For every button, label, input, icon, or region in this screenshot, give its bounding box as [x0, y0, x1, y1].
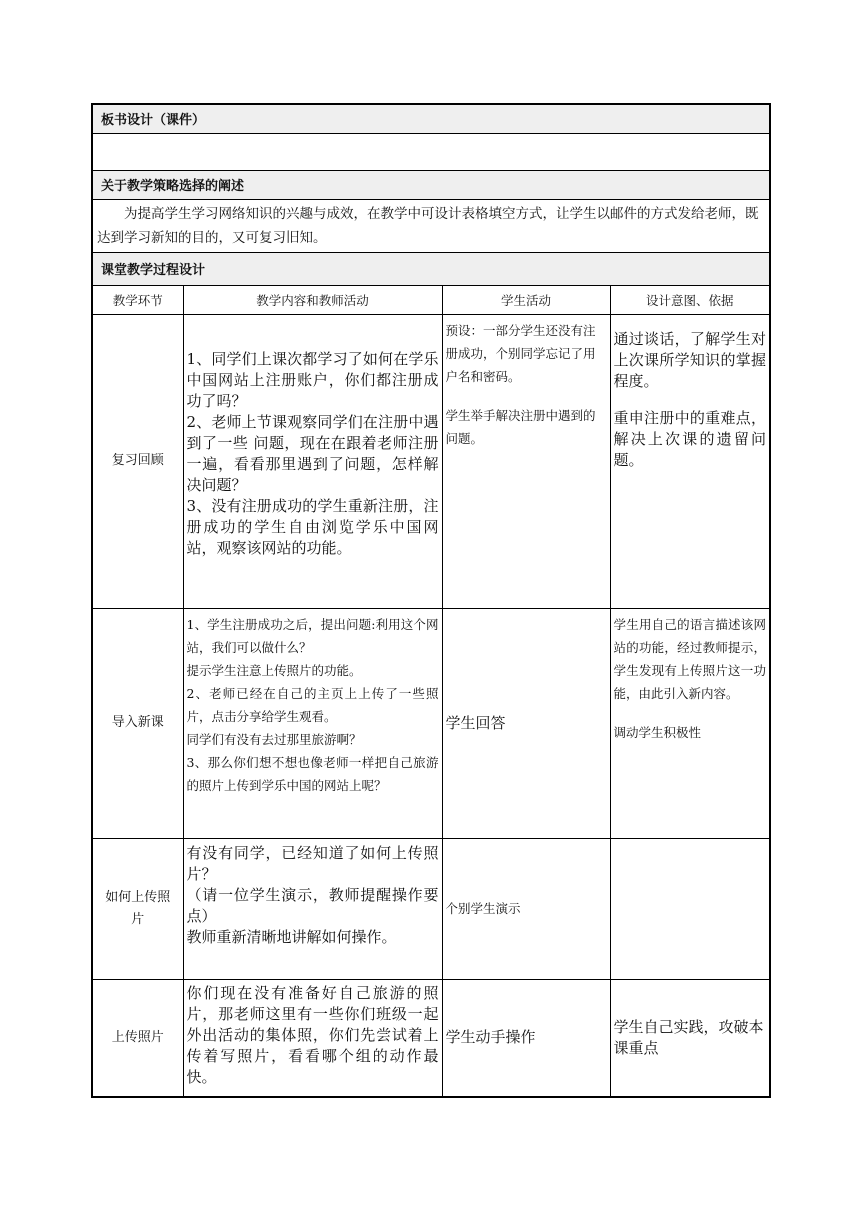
intent-cell — [610, 608, 770, 838]
lesson-plan-table — [91, 103, 771, 1098]
board-design-content — [92, 133, 770, 170]
table-row — [92, 314, 770, 608]
stage-cell: 上传照片 — [92, 979, 183, 1097]
content-line: 2、老师上节课观察同学们在注册中遇到了一些 问题，现在在跟着老师注册一遍，看看那里遇到了问题，怎样解决问题？ — [186, 412, 439, 494]
column-header-student: 学生活动 — [442, 285, 610, 314]
table-row — [92, 608, 770, 838]
student-activity-cell: 学生回答 — [442, 608, 610, 838]
intent-cell — [610, 314, 770, 608]
content-line: 3、没有注册成功的学生重新注册，注册成功的学生自由浏览学乐中国网站，观察该网站的功能。 — [186, 496, 439, 557]
content-cell — [183, 608, 442, 838]
process-header-row — [92, 252, 770, 285]
stage-cell: 如何上传照片 — [92, 838, 183, 979]
strategy-heading: 关于教学策略选择的阐述 — [92, 170, 770, 199]
content-cell — [183, 838, 442, 979]
column-header-row — [92, 285, 770, 314]
content-line: 1、同学们上课次都学习了如何在学乐中国网站上注册账户，你们都注册成功了吗？ — [186, 349, 439, 410]
board-design-blank-row — [92, 133, 770, 170]
process-heading: 课堂教学过程设计 — [92, 252, 770, 285]
content-line: 2、老师已经在自己的主页上上传了一些照片，点击分享给学生观看。 — [186, 685, 439, 724]
strategy-header-row — [92, 170, 770, 199]
column-header-content: 教学内容和教师活动 — [183, 285, 442, 314]
content-cell: 你们现在没有准备好自己旅游的照片，那老师这里有一些你们班级一起外出活动的集体照，你们先尝试着上传着写照片，看看哪个组的动作最快。 — [183, 979, 442, 1097]
column-header-intent: 设计意图、依据 — [610, 285, 770, 314]
content-cell — [183, 314, 442, 608]
content-line: （请一位学生演示，教师提醒操作要点） — [186, 885, 439, 925]
content-line: 教师重新清晰地讲解如何操作。 — [186, 927, 397, 946]
column-header-stage: 教学环节 — [92, 285, 183, 314]
content-line: 1、学生注册成功之后，提出问题:利用这个网站，我们可以做什么？ — [186, 616, 439, 655]
board-design-header-row — [92, 104, 770, 133]
content-line: 提示学生注意上传照片的功能。 — [186, 662, 362, 678]
student-line: 学生举手解决注册中遇到的问题。 — [445, 407, 596, 446]
strategy-paragraph: 为提高学生学习网络知识的兴趣与成效，在教学中可设计表格填空方式，让学生以邮件的方式发给老师，既达到学习新知的目的，又可复习旧知。 — [92, 199, 770, 252]
intent-line: 学生用自己的语言描述该网站的功能，经过教师提示，学生发现有上传照片这一功能，由此引入新内容。 — [613, 616, 767, 701]
intent-cell: 学生自己实践，攻破本课重点 — [610, 979, 770, 1097]
student-line: 预设：一部分学生还没有注册成功，个别同学忘记了用户名和密码。 — [445, 322, 596, 384]
student-activity-cell: 学生动手操作 — [442, 979, 610, 1097]
strategy-text-row — [92, 199, 770, 252]
table-row — [92, 838, 770, 979]
student-activity-cell: 个别学生演示 — [442, 838, 610, 979]
intent-line: 调动学生积极性 — [613, 724, 702, 740]
intent-line: 重申注册中的重难点，解决上次课的遗留问题。 — [613, 408, 767, 469]
content-line: 3、那么你们想不想也像老师一样把自己旅游的照片上传到学乐中国的网站上呢？ — [186, 754, 439, 793]
intent-line: 通过谈话，了解学生对上次课所学知识的掌握程度。 — [613, 329, 767, 390]
intent-cell — [610, 838, 770, 979]
stage-cell: 复习回顾 — [92, 314, 183, 608]
student-activity-cell — [442, 314, 610, 608]
table-row — [92, 979, 770, 1097]
content-line: 同学们有没有去过那里旅游啊？ — [186, 731, 362, 747]
board-design-heading: 板书设计（课件） — [92, 104, 770, 133]
stage-cell: 导入新课 — [92, 608, 183, 838]
content-line: 有没有同学，已经知道了如何上传照片？ — [186, 843, 439, 883]
